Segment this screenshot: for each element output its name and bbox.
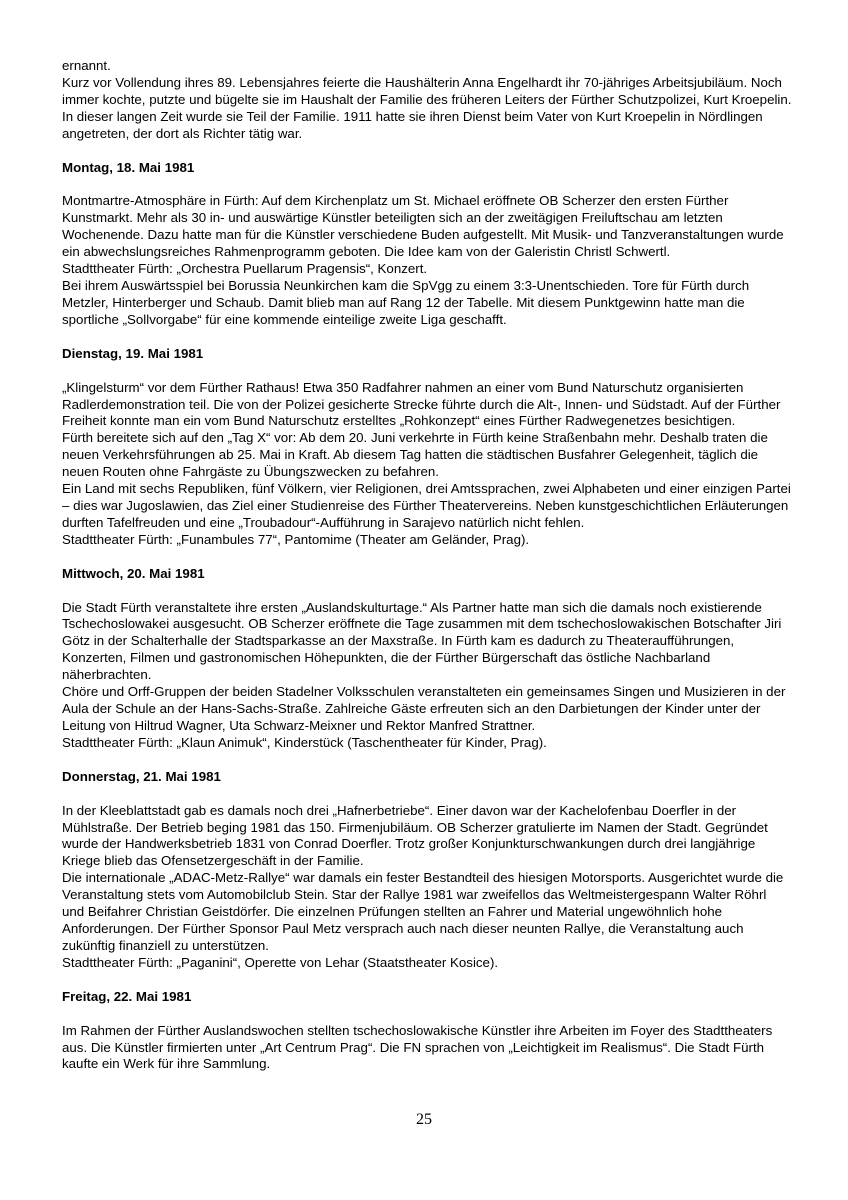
section-paragraph: In der Kleeblattstadt gab es damals noch drei „Hafnerbetriebe“. Einer davon war der Kachelofenbau Doerfler in der Mühlstraße. Der Betrieb beging 1981 das 150. Firmenjubiläum. OB Scherzer gratulierte im Namen der Stadt. Gegründet wurde der Handwerksbetrieb 1831 von Conrad Doerfler. Trotz großer Konjunkturschwankungen durch drei langjährige Kriege blieb das Ofensetzergeschäft in der Familie. <box>62 802 768 869</box>
section-body-dienstag <box>62 380 792 549</box>
section-paragraph: Bei ihrem Auswärtsspiel bei Borussia Neunkirchen kam die SpVgg zu einem 3:3-Unentschieden. Tore für Fürth durch Metzler, Hinterberger und Schaub. Damit blieb man auf Rang 12 der Tabelle. Mit diesem Punktgewinn hatte man die sportliche „Sollvorgabe“ für eine kommende einteilige zweite Liga geschafft. <box>62 277 750 327</box>
intro-paragraph: ernannt. <box>62 58 111 73</box>
intro-paragraph: Kurz vor Vollendung ihres 89. Lebensjahres feierte die Haushälterin Anna Engelhardt ihr 70-jähriges Arbeitsjubiläum. Noch immer kochte, putzte und bügelte sie im Haushalt der Familie des früheren Leiters der Fürther Schutzpolizei, Kurt Kroepelin. In dieser langen Zeit wurde sie Teil der Familie. 1911 hatte sie ihren Dienst beim Vater von Kurt Kroepelin in Nördlingen angetreten, der dort als Richter tätig war. <box>62 74 792 141</box>
section-heading-montag: Montag, 18. Mai 1981 <box>62 159 195 175</box>
section-heading-dienstag: Dienstag, 19. Mai 1981 <box>62 345 204 361</box>
section-heading-freitag: Freitag, 22. Mai 1981 <box>62 988 192 1004</box>
section-paragraph: Die internationale „ADAC-Metz-Rallye“ war damals ein fester Bestandteil des hiesigen Motorsports. Ausgerichtet wurde die Veranstaltung stets vom Automobilclub Stein. Star der Rallye 1981 war zweifellos das Weltmeistergespann Walter Röhrl und Beifahrer Christian Geistdörfer. Die einzelnen Prüfungen stellten an Fahrer und Material ungewöhnlich hohe Anforderungen. Der Fürther Sponsor Paul Metz versprach auch nach dieser neunten Rallye, die Veranstaltung auch zukünftig finanziell zu unterstützen. <box>62 870 784 953</box>
section-body-mittwoch <box>62 600 792 752</box>
page-number: 25 <box>416 1111 432 1128</box>
section-paragraph: Die Stadt Fürth veranstaltete ihre ersten „Auslandskulturtage.“ Als Partner hatte man sich die damals noch existierende Tschechoslowakei ausgesucht. OB Scherzer eröffnete die Tage zusammen mit dem tschechoslowakischen Botschafter Jiri Götz in der Schalterhalle der Stadtsparkasse an der Maxstraße. In Fürth kam es dadurch zu Theateraufführungen, Konzerten, Filmen und gastronomischen Höhepunkten, die der Fürther Bürgerschaft das östliche Nachbarland näherbrachten. <box>62 599 782 683</box>
section-paragraph: Montmartre-Atmosphäre in Fürth: Auf dem Kirchenplatz um St. Michael eröffnete OB Scherzer den ersten Fürther Kunstmarkt. Mehr als 30 in- und auswärtige Künstler beteiligten sich an der zweitägigen Freiluftschau am letzten Wochenende. Dazu hatte man für die Künstler verschiedene Buden aufgestellt. Mit Musik- und Tanzveranstaltungen wurde ein abwechslungsreiches Rahmenprogramm geboten. Die Idee kam von der Galeristin Christl Schwertl. <box>62 193 784 260</box>
section-heading-donnerstag: Donnerstag, 21. Mai 1981 <box>62 768 221 784</box>
section-paragraph: Im Rahmen der Fürther Auslandswochen stellten tschechoslowakische Künstler ihre Arbeiten im Foyer des Stadttheaters aus. Die Künstler firmierten unter „Art Centrum Prag“. Die FN sprachen von „Leichtigkeit im Realismus“. Die Stadt Fürth kaufte ein Werk für ihre Sammlung. <box>62 1022 773 1072</box>
section-paragraph: „Klingelsturm“ vor dem Fürther Rathaus! Etwa 350 Radfahrer nahmen an einer vom Bund Naturschutz organisierten Radlerdemonstration teil. Die von der Polizei gesicherte Strecke führte durch die Alt-, Innen- und Südstadt. Auf der Fürther Freiheit konnte man ein vom Bund Naturschutz erstelltes „Rohkonzept“ eines Fürther Radwegenetzes besichtigen. <box>62 379 781 429</box>
section-paragraph: Stadttheater Fürth: „Orchestra Puellarum Pragensis“, Konzert. <box>62 261 428 277</box>
section-paragraph: Stadttheater Fürth: „Paganini“, Operette von Lehar (Staatstheater Kosice). <box>62 954 499 970</box>
section-paragraph: Ein Land mit sechs Republiken, fünf Völkern, vier Religionen, drei Amtssprachen, zwei Alphabeten und einer einzigen Partei – dies war Jugoslawien, das Ziel einer Studienreise des Fürther Theatervereins. Neben kunstgeschichtlichen Erläuterungen durften Tafelfreuden und eine „Troubadour“-Aufführung in Sarajevo natürlich nicht fehlen. <box>62 481 791 530</box>
section-paragraph: Stadttheater Fürth: „Funambules 77“, Pantomime (Theater am Geländer, Prag). <box>62 531 530 547</box>
section-body-donnerstag <box>62 803 792 972</box>
section-body-montag <box>62 193 792 328</box>
section-body-freitag <box>62 1023 792 1074</box>
document-page <box>62 58 792 1073</box>
intro-block <box>62 58 792 143</box>
section-heading-mittwoch: Mittwoch, 20. Mai 1981 <box>62 565 205 581</box>
section-paragraph: Fürth bereitete sich auf den „Tag X“ vor: Ab dem 20. Juni verkehrte in Fürth keine Straßenbahn mehr. Deshalb traten die neuen Verkehrsführungen ab 25. Mai in Kraft. Ab diesem Tag hatten die städtischen Busfahrer Gelegenheit, täglich die neuen Routen ohne Fahrgäste zu Übungszwecken zu befahren. <box>62 430 768 480</box>
section-paragraph: Chöre und Orff-Gruppen der beiden Stadelner Volksschulen veranstalteten ein gemeinsames Singen und Musizieren in der Aula der Schule an der Hans-Sachs-Straße. Zahlreiche Gäste erfreuten sich an den Darbietungen der Kinder unter der Leitung von Hiltrud Wagner, Uta Schwarz-Meixner und Rektor Manfred Strattner. <box>62 684 786 733</box>
section-paragraph: Stadttheater Fürth: „Klaun Animuk“, Kinderstück (Taschentheater für Kinder, Prag). <box>62 734 547 750</box>
